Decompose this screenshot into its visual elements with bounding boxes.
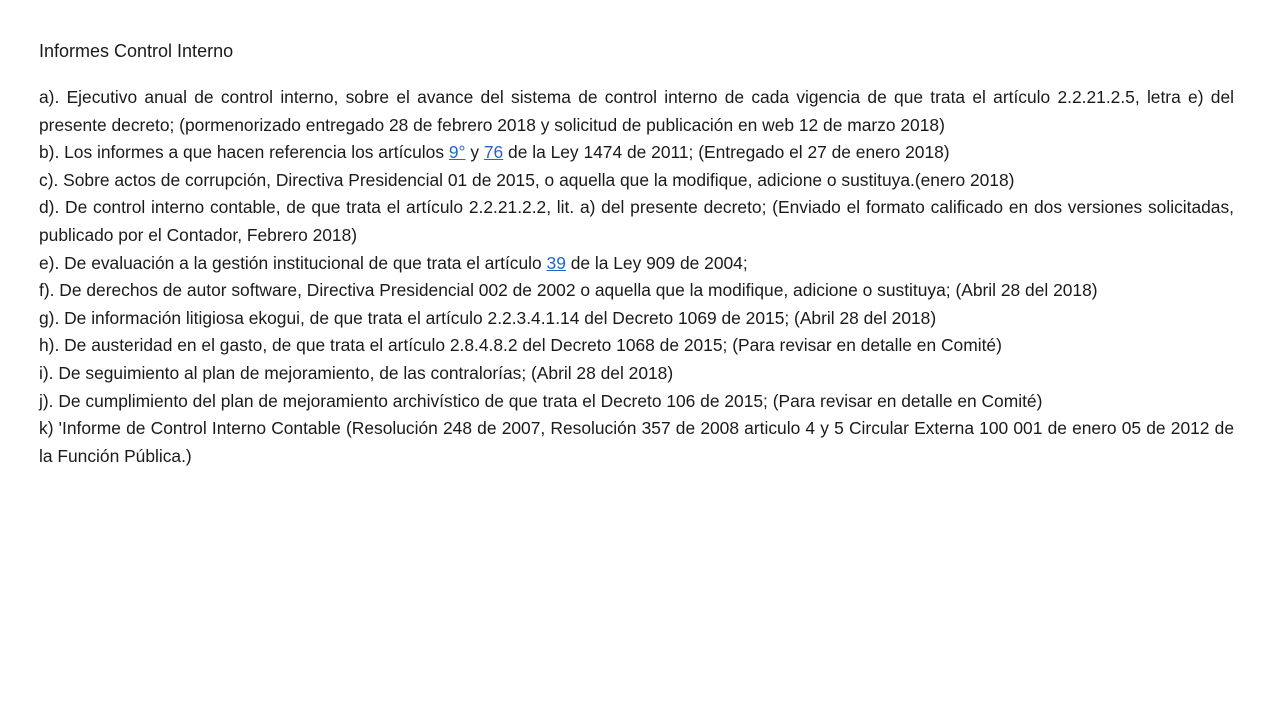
list-item-b-text-1: b). Los informes a que hacen referencia los artículos — [39, 142, 449, 163]
list-item-i: i). De seguimiento al plan de mejoramiento, de las contralorías; (Abril 28 del 2018) — [39, 362, 674, 383]
list-item-f: f). De derechos de autor software, Directiva Presidencial 002 de 2002 o aquella que la modifique, adicione o sustituya; (Abril 28 del 2018) — [39, 280, 1098, 301]
list-item-e — [39, 250, 1234, 278]
list-item-j: j). De cumplimiento del plan de mejoramiento archivístico de que trata el Decreto 106 de 2015; (Para revisar en detalle en Comité) — [39, 390, 1043, 411]
list-item-d: d). De control interno contable, de que trata el artículo 2.2.21.2.2, lit. a) del presente decreto; (Enviado el formato calificado en dos versiones solicitadas, publicado por el Contador, Febrero 2018) — [39, 197, 1234, 245]
list-item-k: k) 'Informe de Control Interno Contable (Resolución 248 de 2007, Resolución 357 de 2008 articulo 4 y 5 Circular Externa 100 001 de enero 05 de 2012 de la Función Pública.) — [39, 418, 1234, 466]
page-title: Informes Control Interno — [39, 41, 234, 61]
list-item-b — [39, 139, 1234, 167]
list-item-a: a). Ejecutivo anual de control interno, sobre el avance del sistema de control interno de cada vigencia de que trata el artículo 2.2.21.2.5, letra e) del presente decreto; (pormenorizado entregado 28 de febrero 2018 y solicitud de publicación en web 12 de marzo 2018) — [39, 87, 1234, 135]
slide-content — [39, 38, 1234, 470]
link-article-76[interactable]: 76 — [483, 142, 504, 163]
link-article-39[interactable]: 39 — [546, 252, 566, 273]
list-item-h: h). De austeridad en el gasto, de que trata el artículo 2.8.4.8.2 del Decreto 1068 de 2015; (Para revisar en detalle en Comité) — [39, 335, 1002, 356]
list-item-b-text-2: y — [465, 142, 484, 163]
list-item-b-text-3: de la Ley 1474 de 2011; (Entregado el 27 de enero 2018) — [503, 142, 950, 163]
list-item-g: g). De información litigiosa ekogui, de que trata el artículo 2.2.3.4.1.14 del Decreto 1069 de 2015; (Abril 28 del 2018) — [39, 307, 937, 328]
list-item-c: c). Sobre actos de corrupción, Directiva Presidencial 01 de 2015, o aquella que la modifique, adicione o sustituya.(enero 2018) — [39, 169, 1015, 190]
link-article-9[interactable]: 9° — [448, 142, 466, 163]
list-item-e-text-2: de la Ley 909 de 2004; — [565, 252, 748, 273]
list-item-e-text-1: e). De evaluación a la gestión institucional de que trata el artículo — [39, 252, 547, 273]
